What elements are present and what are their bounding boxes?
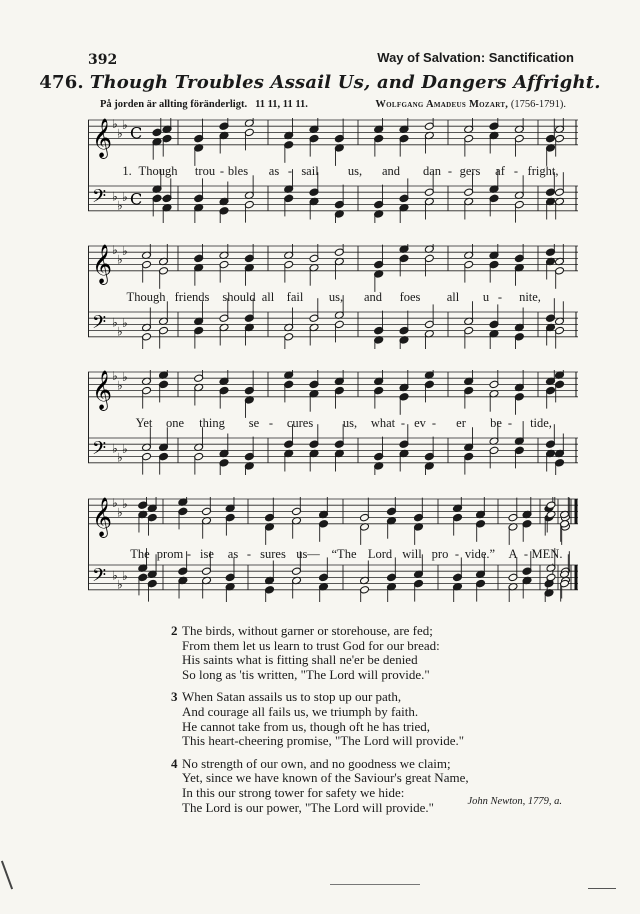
flat-icon: ♭: [117, 252, 123, 267]
flat-icon: ♭: [112, 568, 118, 583]
treble-clef-icon: 𝄞: [92, 118, 113, 158]
lyric-syllable: -: [513, 164, 519, 178]
lyric-line-1: [88, 164, 578, 182]
lyric-syllable: A: [508, 547, 518, 561]
lyric-syllable: se: [248, 416, 260, 430]
lyric-syllable: what: [370, 416, 396, 430]
lyric-syllable: foes: [399, 290, 421, 304]
verse-line: When Satan assails us to stop up our path,: [182, 689, 402, 705]
flat-icon: ♭: [117, 577, 123, 592]
margin-mark: [1, 861, 13, 890]
lyric-syllable: nite,: [519, 290, 541, 304]
verse-line: His saints what is fitting shall ne'er be denied: [182, 652, 418, 668]
verse-2: [171, 623, 582, 682]
lyric-syllable: Yet: [135, 416, 153, 430]
flat-icon: ♭: [112, 118, 118, 132]
verse-line: The birds, without garner or storehouse, are fed;: [182, 623, 433, 638]
flat-icon: ♭: [112, 189, 118, 204]
lyric-syllable: prom: [156, 547, 184, 561]
tune-info: [100, 99, 308, 110]
flat-icon: ♭: [117, 450, 123, 465]
music-system-3: [88, 370, 578, 475]
lyric-syllable: cures: [286, 416, 314, 430]
lyric-syllable: as: [227, 547, 239, 561]
lyric-syllable: -: [268, 416, 274, 430]
flat-icon: ♭: [117, 198, 123, 213]
flat-icon: ♭: [117, 324, 123, 339]
lyric-syllable: tide,: [530, 416, 552, 430]
verse-line: No strength of our own, and no goodness we claim;: [182, 755, 451, 771]
lyric-syllable: -: [287, 164, 293, 178]
flat-icon: ♭: [112, 370, 118, 384]
common-time-icon: C: [130, 189, 143, 209]
lyric-syllable: will: [402, 547, 422, 561]
lyric-line-2: [88, 290, 578, 308]
verse-line: And courage all fails us, we triumph by faith.: [182, 703, 419, 719]
flat-icon: ♭: [122, 497, 128, 511]
bass-clef-icon: 𝄢: [92, 312, 107, 338]
hymn-title-text: Though Troubles Assail Us, and Dangers Affright.: [89, 72, 601, 93]
flat-icon: ♭: [117, 378, 123, 393]
lyric-syllable: should: [222, 290, 256, 304]
flat-icon: ♭: [122, 442, 128, 457]
hymn-title: [0, 72, 640, 93]
bass-clef-icon: 𝄢: [92, 186, 107, 212]
treble-clef-icon: 𝄞: [92, 244, 113, 284]
footer-rule: [588, 888, 616, 889]
section-title: Way of Salvation: Sanctification: [377, 50, 574, 65]
additional-verses: [171, 623, 582, 823]
lyric-syllable: all: [261, 290, 275, 304]
lyric-syllable: and: [381, 164, 401, 178]
lyric-syllable: -: [447, 164, 453, 178]
lyric-syllable: dan: [422, 164, 442, 178]
lyric-syllable: ise: [200, 547, 214, 561]
lyric-syllable: as: [268, 164, 280, 178]
lyric-syllable: trou: [194, 164, 216, 178]
verse-line: This heart-cheering promise, "The Lord will provide.": [182, 733, 465, 749]
lyric-syllable: fright,: [527, 164, 559, 178]
lyric-syllable: one: [165, 416, 185, 430]
verse-line: In this our strong tower for safety we hide:: [182, 784, 405, 800]
flat-icon: ♭: [117, 126, 123, 141]
tune-source: På jorden är allting föränderligt.: [100, 99, 248, 110]
lyric-syllable: Though: [138, 164, 178, 178]
verse-line: From them let us learn to trust God for our bread:: [182, 637, 440, 653]
footer-rule: [330, 884, 420, 885]
verse-number: 3: [171, 689, 178, 705]
lyric-syllable: be: [490, 416, 502, 430]
lyric-syllable: vide.”: [464, 547, 496, 561]
lyric-line-3: [88, 416, 578, 434]
lyric-syllable: sures: [260, 547, 286, 561]
flat-icon: ♭: [112, 244, 118, 258]
lyric-syllable: fail: [286, 290, 304, 304]
lyric-syllable: -: [497, 290, 503, 304]
treble-clef-icon: 𝄞: [92, 497, 113, 537]
lyric-syllable: pro: [431, 547, 449, 561]
flat-icon: ♭: [117, 505, 123, 520]
verse-number: 4: [171, 755, 178, 771]
lyric-syllable: Lord: [367, 547, 393, 561]
verse-number: 1.: [122, 164, 132, 178]
lyric-syllable: -: [454, 547, 460, 561]
lyric-syllable: af: [495, 164, 505, 178]
lyric-syllable: bles: [227, 164, 249, 178]
lyric-syllable: “The: [331, 547, 357, 561]
lyric-syllable: -: [507, 416, 513, 430]
lyric-line-4: [88, 547, 578, 565]
lyric-syllable: gers: [459, 164, 481, 178]
flat-icon: ♭: [122, 370, 128, 384]
lyric-syllable: friends: [174, 290, 210, 304]
verse-number: 2: [171, 623, 178, 638]
lyric-syllable: and: [363, 290, 383, 304]
composer-dates: (1756-1791).: [510, 99, 566, 110]
verse-line: The Lord is our power, "The Lord will provide.": [182, 799, 434, 815]
lyric-syllable: sail: [301, 164, 319, 178]
lyric-syllable: -: [219, 164, 225, 178]
lyric-syllable: us,: [347, 164, 363, 178]
music-system-2: [88, 244, 578, 349]
bass-clef-icon: 𝄢: [92, 438, 107, 464]
lyric-syllable: -: [523, 547, 529, 561]
lyric-syllable: -: [400, 416, 406, 430]
flat-icon: ♭: [112, 315, 118, 330]
composer-info: [375, 99, 566, 110]
music-system-4: [88, 497, 578, 602]
lyric-syllable: -: [431, 416, 437, 430]
verse-3: [171, 689, 582, 749]
flat-icon: ♭: [122, 118, 128, 132]
lyric-syllable: all: [446, 290, 460, 304]
common-time-icon: C: [130, 123, 143, 143]
flat-icon: ♭: [122, 569, 128, 584]
lyric-syllable: Though: [126, 290, 166, 304]
bass-clef-icon: 𝄢: [92, 565, 107, 591]
lyric-syllable: thing: [199, 416, 225, 430]
verse-line: He cannot take from us, though oft he has tried,: [182, 718, 431, 734]
composer: Wolfgang Amadeus Mozart,: [375, 99, 509, 110]
lyric-syllable: u: [482, 290, 490, 304]
lyric-syllable: us—: [296, 547, 320, 561]
lyric-syllable: MEN.: [531, 547, 563, 561]
verse-line: So long as 'tis written, "The Lord will provide.": [182, 666, 430, 682]
meter: 11 11, 11 11.: [255, 99, 308, 110]
lyric-syllable: ev: [414, 416, 426, 430]
author-attribution: John Newton, 1779, a.: [467, 796, 562, 807]
treble-clef-icon: 𝄞: [92, 370, 113, 410]
flat-icon: ♭: [122, 190, 128, 205]
hymn-number: 476.: [39, 72, 84, 93]
lyric-syllable: us,: [328, 290, 344, 304]
flat-icon: ♭: [122, 316, 128, 331]
lyric-syllable: The: [130, 547, 150, 561]
lyric-syllable: er: [456, 416, 466, 430]
page-number: 392: [88, 52, 118, 68]
flat-icon: ♭: [112, 441, 118, 456]
flat-icon: ♭: [112, 497, 118, 511]
lyric-syllable: -: [246, 547, 252, 561]
lyric-syllable: us,: [342, 416, 358, 430]
music-system-1: [88, 118, 578, 223]
lyric-syllable: -: [186, 547, 192, 561]
flat-icon: ♭: [122, 244, 128, 258]
verse-line: Yet, since we have known of the Saviour's great Name,: [182, 770, 469, 786]
